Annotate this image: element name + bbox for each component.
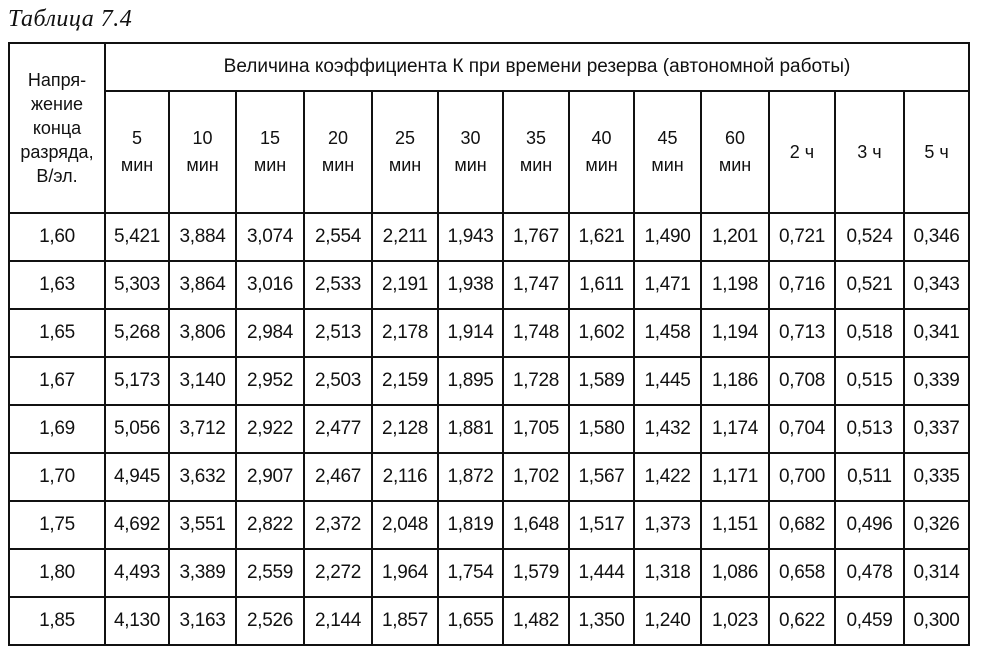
coefficient-cell: 5,173: [105, 357, 169, 405]
coefficient-cell: 2,922: [236, 405, 304, 453]
table-caption: Таблица 7.4: [8, 6, 133, 32]
voltage-cell: 1,60: [9, 213, 105, 261]
table-row: [9, 261, 969, 309]
coefficient-cell: 3,551: [169, 501, 236, 549]
coefficient-cell: 5,421: [105, 213, 169, 261]
coefficient-cell: 1,350: [569, 597, 634, 645]
coefficient-cell: 1,580: [569, 405, 634, 453]
coefficient-cell: 1,748: [503, 309, 569, 357]
coefficient-cell: 0,658: [769, 549, 835, 597]
coefficient-cell: 0,682: [769, 501, 835, 549]
table-row: [9, 501, 969, 549]
voltage-cell: 1,65: [9, 309, 105, 357]
column-header-8: 40 мин: [569, 91, 634, 213]
coefficient-cell: 1,895: [438, 357, 503, 405]
coefficient-cell: 3,884: [169, 213, 236, 261]
reserve-time-header-row: [9, 91, 969, 213]
coefficient-cell: 1,373: [634, 501, 701, 549]
coefficient-cell: 2,211: [372, 213, 438, 261]
table-row: [9, 597, 969, 645]
coefficient-cell: 1,517: [569, 501, 634, 549]
column-header-11: 2 ч: [769, 91, 835, 213]
column-header-10: 60 мин: [701, 91, 769, 213]
coefficient-cell: 3,864: [169, 261, 236, 309]
column-header-2: 10 мин: [169, 91, 236, 213]
column-header-9: 45 мин: [634, 91, 701, 213]
coefficient-cell: 0,343: [904, 261, 969, 309]
coefficient-cell: 3,016: [236, 261, 304, 309]
coefficient-cell: 1,458: [634, 309, 701, 357]
voltage-cell: 1,70: [9, 453, 105, 501]
coefficient-cell: 1,589: [569, 357, 634, 405]
coefficient-cell: 5,303: [105, 261, 169, 309]
column-header-4: 20 мин: [304, 91, 372, 213]
coefficient-cell: 4,130: [105, 597, 169, 645]
coefficient-cell: 1,471: [634, 261, 701, 309]
coefficient-cell: 2,178: [372, 309, 438, 357]
coefficient-cell: 4,945: [105, 453, 169, 501]
coefficient-cell: 1,240: [634, 597, 701, 645]
table-row: [9, 453, 969, 501]
table-row: [9, 405, 969, 453]
coefficient-cell: 1,023: [701, 597, 769, 645]
table-row: [9, 309, 969, 357]
coefficient-cell: 1,602: [569, 309, 634, 357]
column-header-1: 5 мин: [105, 91, 169, 213]
coefficient-cell: 0,339: [904, 357, 969, 405]
coefficient-cell: 1,938: [438, 261, 503, 309]
coefficient-cell: 1,705: [503, 405, 569, 453]
coefficient-cell: 4,493: [105, 549, 169, 597]
coefficient-cell: 1,655: [438, 597, 503, 645]
coefficient-cell: 2,467: [304, 453, 372, 501]
coefficient-cell: 1,482: [503, 597, 569, 645]
coefficient-cell: 1,819: [438, 501, 503, 549]
coefficient-cell: 2,191: [372, 261, 438, 309]
coefficient-cell: 2,952: [236, 357, 304, 405]
coefficient-cell: 1,422: [634, 453, 701, 501]
coefficient-cell: 0,518: [835, 309, 904, 357]
coefficient-cell: 0,511: [835, 453, 904, 501]
table-row: [9, 549, 969, 597]
coefficient-cell: 2,554: [304, 213, 372, 261]
column-header-3: 15 мин: [236, 91, 304, 213]
coefficient-cell: 1,881: [438, 405, 503, 453]
coefficient-cell: 0,716: [769, 261, 835, 309]
coefficient-cell: 5,268: [105, 309, 169, 357]
coefficient-cell: 1,702: [503, 453, 569, 501]
coefficient-cell: 0,515: [835, 357, 904, 405]
coefficient-cell: 3,806: [169, 309, 236, 357]
coefficient-cell: 0,335: [904, 453, 969, 501]
coefficient-cell: 1,318: [634, 549, 701, 597]
coefficient-cell: 0,341: [904, 309, 969, 357]
coefficient-cell: 2,272: [304, 549, 372, 597]
coefficient-cell: 1,186: [701, 357, 769, 405]
coefficient-cell: 0,314: [904, 549, 969, 597]
coefficient-cell: 0,721: [769, 213, 835, 261]
coefficient-cell: 1,201: [701, 213, 769, 261]
coefficient-cell: 3,074: [236, 213, 304, 261]
coefficient-cell: 0,622: [769, 597, 835, 645]
voltage-cell: 1,67: [9, 357, 105, 405]
coefficient-cell: 1,943: [438, 213, 503, 261]
coefficient-cell: 0,459: [835, 597, 904, 645]
coefficient-cell: 1,567: [569, 453, 634, 501]
coefficient-cell: 2,503: [304, 357, 372, 405]
column-header-6: 30 мин: [438, 91, 503, 213]
coefficient-cell: 0,524: [835, 213, 904, 261]
coefficient-cell: 0,700: [769, 453, 835, 501]
coefficient-cell: 2,513: [304, 309, 372, 357]
coefficient-cell: 0,704: [769, 405, 835, 453]
coefficient-cell: 1,728: [503, 357, 569, 405]
coefficient-cell: 0,346: [904, 213, 969, 261]
voltage-cell: 1,80: [9, 549, 105, 597]
table-row: [9, 357, 969, 405]
table-body: [9, 213, 969, 645]
coefficient-cell: 2,477: [304, 405, 372, 453]
coefficient-cell: 2,159: [372, 357, 438, 405]
coefficient-cell: 2,372: [304, 501, 372, 549]
coefficient-cell: 0,708: [769, 357, 835, 405]
table-header: [9, 43, 969, 213]
coefficient-cell: 1,444: [569, 549, 634, 597]
coefficient-cell: 1,621: [569, 213, 634, 261]
coefficient-cell: 1,964: [372, 549, 438, 597]
coefficient-cell: 2,907: [236, 453, 304, 501]
coefficient-cell: 1,198: [701, 261, 769, 309]
coefficient-cell: 2,533: [304, 261, 372, 309]
coefficient-cell: 1,872: [438, 453, 503, 501]
coefficient-cell: 0,326: [904, 501, 969, 549]
coefficient-table: [8, 42, 970, 646]
coefficient-cell: 0,521: [835, 261, 904, 309]
coefficient-cell: 1,171: [701, 453, 769, 501]
coefficient-cell: 1,490: [634, 213, 701, 261]
column-header-5: 25 мин: [372, 91, 438, 213]
voltage-cell: 1,63: [9, 261, 105, 309]
coefficient-cell: 1,857: [372, 597, 438, 645]
column-header-12: 3 ч: [835, 91, 904, 213]
coefficient-cell: 2,116: [372, 453, 438, 501]
coefficient-cell: 1,754: [438, 549, 503, 597]
column-header-13: 5 ч: [904, 91, 969, 213]
coefficient-cell: 3,632: [169, 453, 236, 501]
coefficient-cell: 1,767: [503, 213, 569, 261]
column-header-7: 35 мин: [503, 91, 569, 213]
coefficient-cell: 5,056: [105, 405, 169, 453]
coefficient-cell: 2,822: [236, 501, 304, 549]
coefficient-cell: 2,128: [372, 405, 438, 453]
coefficient-cell: 1,648: [503, 501, 569, 549]
coefficient-cell: 1,914: [438, 309, 503, 357]
coefficient-cell: 3,140: [169, 357, 236, 405]
coefficient-cell: 0,496: [835, 501, 904, 549]
coefficient-cell: 4,692: [105, 501, 169, 549]
coefficient-cell: 3,389: [169, 549, 236, 597]
coefficient-cell: 2,048: [372, 501, 438, 549]
coefficient-group-header: Величина коэффициента К при времени резерва (автономной работы): [105, 43, 969, 91]
coefficient-cell: 3,163: [169, 597, 236, 645]
coefficient-cell: 2,984: [236, 309, 304, 357]
coefficient-cell: 1,445: [634, 357, 701, 405]
coefficient-cell: 0,513: [835, 405, 904, 453]
coefficient-cell: 0,478: [835, 549, 904, 597]
coefficient-cell: 1,194: [701, 309, 769, 357]
coefficient-cell: 1,432: [634, 405, 701, 453]
coefficient-cell: 1,579: [503, 549, 569, 597]
coefficient-cell: 2,526: [236, 597, 304, 645]
coefficient-cell: 2,559: [236, 549, 304, 597]
coefficient-cell: 0,337: [904, 405, 969, 453]
coefficient-cell: 2,144: [304, 597, 372, 645]
coefficient-cell: 3,712: [169, 405, 236, 453]
coefficient-cell: 0,300: [904, 597, 969, 645]
coefficient-cell: 1,086: [701, 549, 769, 597]
coefficient-cell: 1,174: [701, 405, 769, 453]
coefficient-cell: 1,611: [569, 261, 634, 309]
voltage-cell: 1,75: [9, 501, 105, 549]
coefficient-cell: 0,713: [769, 309, 835, 357]
voltage-cell: 1,69: [9, 405, 105, 453]
voltage-column-header: Напря- жение конца разряда, В/эл.: [9, 43, 105, 213]
table-row: [9, 213, 969, 261]
coefficient-cell: 1,747: [503, 261, 569, 309]
coefficient-cell: 1,151: [701, 501, 769, 549]
voltage-cell: 1,85: [9, 597, 105, 645]
